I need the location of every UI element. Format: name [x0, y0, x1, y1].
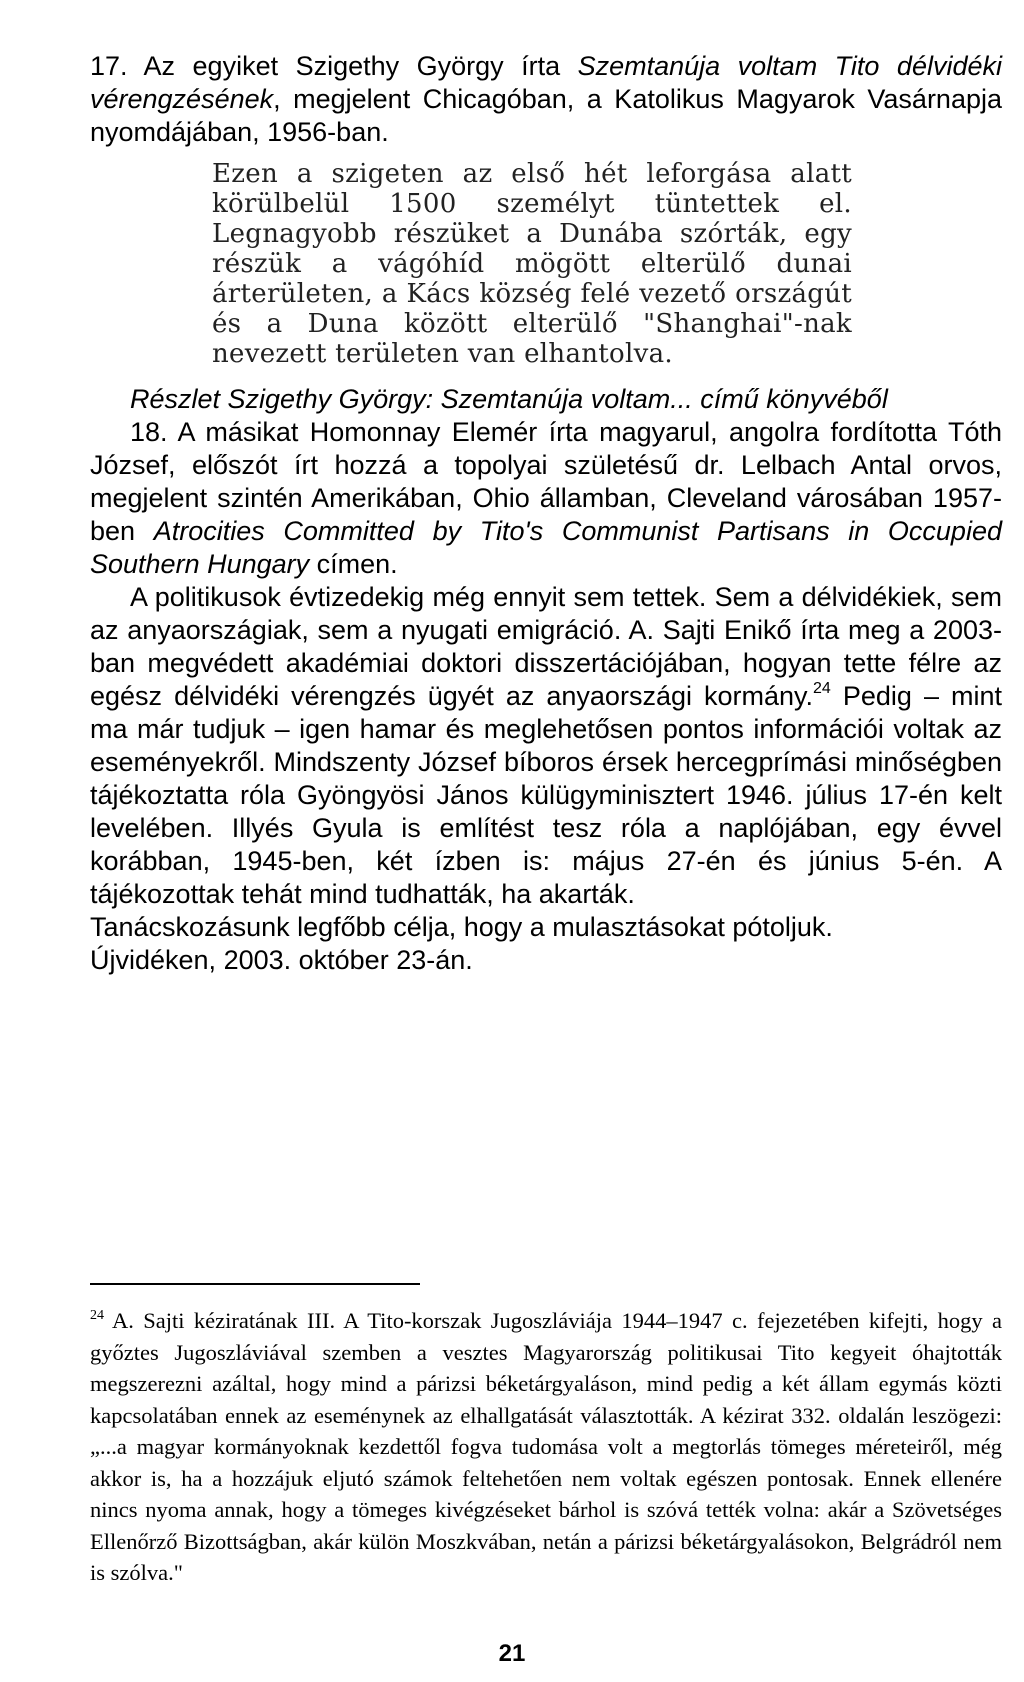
footnote-reference[interactable]: 24	[813, 680, 831, 697]
footnote-divider	[90, 1283, 420, 1285]
item-17-text-before: Az egyiket Szigethy György írta	[143, 51, 561, 81]
item-17-title: Szemtanúja voltam Tito délvidéki vérengzésének	[90, 51, 1002, 114]
quote-caption: Részlet Szigethy György: Szemtanúja voltam... című könyvéből	[130, 384, 888, 414]
main-paragraph-text-before: A politikusok évtizedekig még ennyit sem tettek. Sem a délvidékiek, sem az anyaországiak, sem a nyugati emigráció. A. Sajti Enikő írta meg a 2003-ban megvédett akadémiai doktori disszertációjában, hogyan tette félre az egész délvidéki vérengzés ügyét az anyaországi kormány.	[90, 582, 1002, 711]
main-paragraph-text-after: Pedig – mint ma már tudjuk – igen hamar és meglehetősen pontos információi voltak az eseményekről. Mindszenty József bíboros érsek hercegprímási minőségben tájékoztatta róla Gyöngyösi János külügyminisztert 1946. július 17-én kelt levelében. Illyés Gyula is említést tesz róla a naplójában, egy évvel korábban, 1945-ben, két ízben is: május 27-én és június 5-én. A tájékozottak tehát mind tudhatták, ha akarták.	[90, 681, 1002, 909]
item-17-text-after: , megjelent Chicagóban, a Katolikus Magyarok Vasárnapja nyomdájában, 1956-ban.	[90, 84, 1002, 147]
footnote-text: A. Sajti kéziratának III. A Tito-korszak Jugoszláviája 1944–1947 c. fejezetében kifejti, hogy a győztes Jugoszláviával szemben a vesztes Magyarország politikusai Tito kegyeit óhajtották megszerezni azáltal, hogy mind a párizsi béketárgyaláson, mind pedig a két állam egymás közti kapcsolatában ennek az eseménynek az elhallgatását választották. A kézirat 332. oldalán leszögezi: „...a magyar kormányoknak kezdettől fogva tudomása volt a megtorlás tömeges méreteiről, még akkor is, ha a hozzájuk eljutó számok feltehetően nem voltak egészen pontosak. Ennek ellenére nincs nyoma annak, hogy a tömeges kivégzéseket bárhol is szóvá tették volna: akár a Szövetséges Ellenőrző Bizottságban, akár külön Moszkvában, netán a párizsi béketárgyalásokon, Belgrádról nem is szólva."	[90, 1308, 1002, 1585]
page-number: 21	[498, 1640, 526, 1667]
footnote	[90, 1300, 1002, 1589]
scanned-quote: Ezen a szigeten az első hét leforgása alatt körülbelül 1500 személyt tüntettek el. Legnagyobb részüket a Dunába szórták, egy részük a vágóhíd mögött elterülő dunai árterületen, a Kács község felé vezető országút és a Duna között elterülő "Shanghai"-nak nevezett területen van elhantolva.	[212, 159, 852, 369]
item-18	[90, 416, 1002, 581]
item-18-title: Atrocities Committed by Tito's Communist Partisans in Occupied Southern Hungary	[90, 516, 1002, 579]
footnote-mark: 24	[90, 1308, 104, 1323]
item-18-text-before: A másikat Homonnay Elemér írta magyarul, angolra fordította Tóth József, előszót írt hozzá a topolyai születésű dr. Lelbach Antal orvos, megjelent szintén Amerikában, Ohio államban, Cleveland városában 1957-ben	[90, 417, 1002, 546]
item-17	[90, 50, 1002, 149]
item-18-text-after: címen.	[316, 549, 398, 579]
item-18-number: 18.	[130, 417, 168, 447]
page-body	[90, 50, 1002, 977]
main-paragraph	[90, 581, 1002, 911]
closing-line-1: Tanácskozásunk legfőbb célja, hogy a mulasztásokat pótoljuk.	[90, 912, 833, 942]
closing-line-2: Újvidéken, 2003. október 23-án.	[90, 945, 473, 975]
item-17-number: 17.	[90, 51, 128, 81]
